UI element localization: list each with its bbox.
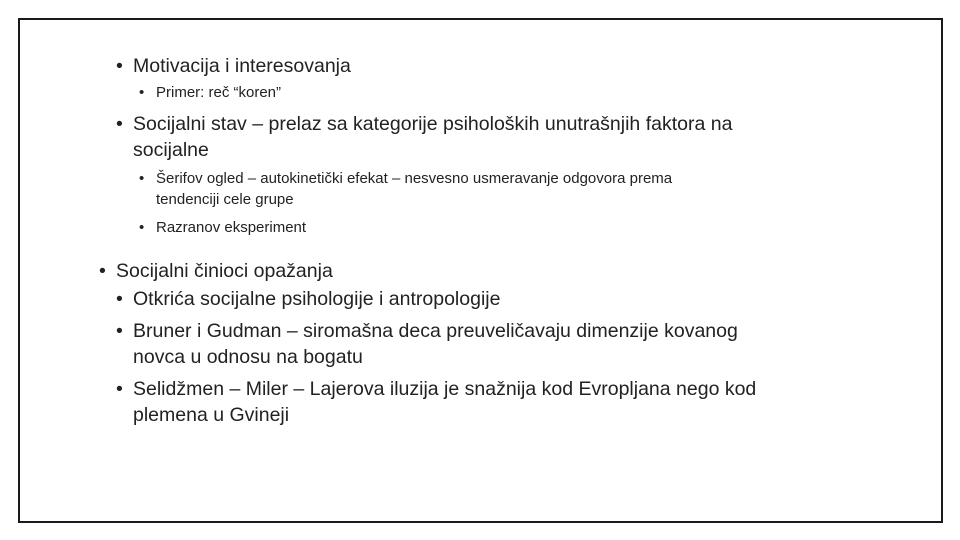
bullet-text-continued: socijalne: [133, 139, 209, 161]
bullet-text-continued: tendenciji cele grupe: [156, 191, 294, 208]
bullet-text: Selidžmen – Miler – Lajerova iluzija je snažnija kod Evropljana nego kod: [133, 378, 757, 400]
bullet-text: Socijalni činioci opažanja: [116, 260, 333, 282]
bullet-marker: •: [116, 55, 123, 77]
bullet-text: Primer: reč “koren”: [156, 84, 282, 101]
bullet-text: Socijalni stav – prelaz sa kategorije psiholoških unutrašnjih faktora na: [133, 113, 733, 135]
bullet-text-continued: novca u odnosu na bogatu: [133, 346, 363, 368]
bullet-marker: •: [139, 219, 145, 236]
bullet-marker: •: [139, 170, 145, 187]
bullet-text: Šerifov ogled – autokinetički efekat – nesvesno usmeravanje odgovora prema: [156, 170, 673, 187]
bullet-marker: •: [139, 84, 145, 101]
bullet-marker: •: [116, 113, 123, 135]
bullet-marker: •: [99, 260, 106, 282]
bullet-text: Bruner i Gudman – siromašna deca preuveličavaju dimenzije kovanog: [133, 320, 738, 342]
bullet-marker: •: [116, 320, 123, 342]
bullet-marker: •: [116, 378, 123, 400]
bullet-marker: •: [116, 288, 123, 310]
bullet-text: Motivacija i interesovanja: [133, 55, 351, 77]
bullet-text-continued: plemena u Gvineji: [133, 404, 290, 426]
bullet-text: Razranov eksperiment: [156, 219, 307, 236]
bullet-text: Otkrića socijalne psihologije i antropologije: [133, 288, 501, 310]
